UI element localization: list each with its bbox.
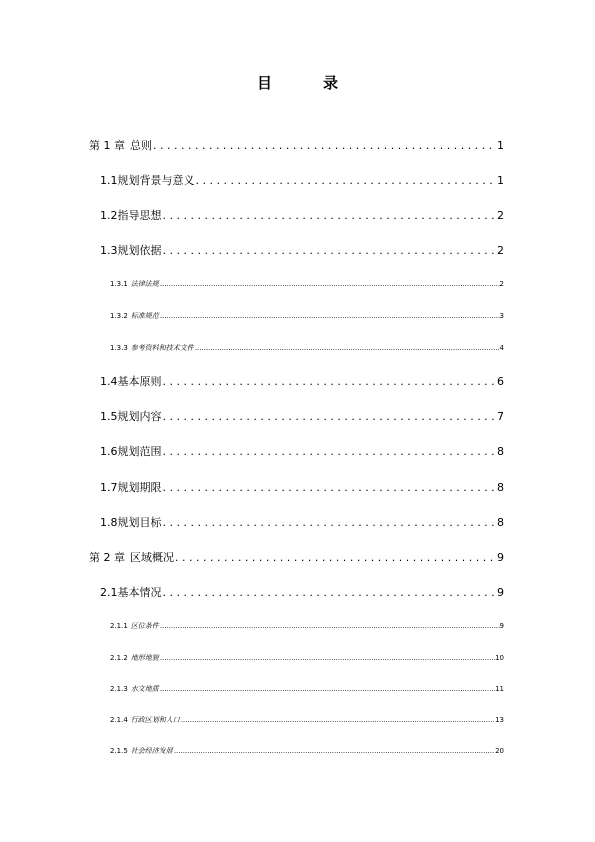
toc-entry-page: 3 xyxy=(499,312,504,320)
toc-entry-number: 1.4 xyxy=(100,375,118,388)
toc-entry-number: 2.1 xyxy=(100,586,118,599)
toc-entry-chapter-1[interactable] xyxy=(89,137,504,153)
toc-entry-title: 地形地貌 xyxy=(130,654,159,662)
toc-entry-title: 基本原则 xyxy=(117,375,162,388)
toc-entry-number: 1.2 xyxy=(100,209,118,222)
toc-entry-section[interactable] xyxy=(100,479,504,495)
toc-entry-title: 社会经济发展 xyxy=(130,747,173,755)
toc-entry-title: 规划范围 xyxy=(117,445,162,458)
toc-entry-section[interactable] xyxy=(100,514,504,530)
toc-entry-number: 1.6 xyxy=(100,445,118,458)
toc-entry-number: 第 2 章 xyxy=(89,551,125,564)
dot-leader xyxy=(163,516,495,529)
toc-entry-title: 规划依据 xyxy=(117,244,162,257)
toc-entry-number: 2.1.3 xyxy=(110,685,128,693)
toc-entry-subsection[interactable] xyxy=(110,715,504,725)
toc-entry-title: 规划内容 xyxy=(117,410,162,423)
toc-title: 目 录 xyxy=(256,74,356,92)
toc-entry-chapter-2[interactable] xyxy=(89,549,504,565)
toc-entry-page: 8 xyxy=(497,445,504,458)
dot-leader xyxy=(160,685,495,693)
toc-entry-subsection[interactable] xyxy=(110,279,504,289)
toc-entry-title: 标准规范 xyxy=(130,312,159,320)
toc-entry-number: 2.1.5 xyxy=(110,747,128,755)
toc-entry-number: 1.3 xyxy=(100,244,118,257)
toc-entry-page: 9 xyxy=(497,586,504,599)
toc-entry-number: 1.5 xyxy=(100,410,118,423)
toc-entry-title: 指导思想 xyxy=(117,209,162,222)
dot-leader xyxy=(163,244,495,257)
dot-leader xyxy=(163,445,495,458)
dot-leader xyxy=(196,174,495,187)
toc-entry-page: 11 xyxy=(495,685,504,693)
toc-entry-number: 1.8 xyxy=(100,516,118,529)
toc-entry-title: 法律法规 xyxy=(130,280,159,288)
toc-entry-title: 规划目标 xyxy=(117,516,162,529)
toc-entry-page: 1 xyxy=(497,174,504,187)
toc-entry-section[interactable] xyxy=(100,207,504,223)
toc-entry-title: 区域概况 xyxy=(130,551,174,564)
toc-entry-page: 4 xyxy=(499,344,504,352)
dot-leader xyxy=(181,716,495,724)
toc-entry-page: 13 xyxy=(495,716,504,724)
toc-entry-page: 1 xyxy=(497,139,504,152)
toc-entry-page: 2 xyxy=(497,244,504,257)
toc-entry-page: 2 xyxy=(497,209,504,222)
toc-entry-page: 9 xyxy=(499,622,504,630)
toc-entry-title: 水文地质 xyxy=(130,685,159,693)
toc-entry-section[interactable] xyxy=(100,242,504,258)
toc-entry-title: 基本情况 xyxy=(117,586,162,599)
toc-entry-subsection[interactable] xyxy=(110,684,504,694)
toc-entry-page: 2 xyxy=(499,280,504,288)
dot-leader xyxy=(163,209,495,222)
toc-entry-subsection[interactable] xyxy=(110,653,504,663)
toc-entry-section[interactable] xyxy=(100,373,504,389)
toc-entry-number: 第 1 章 xyxy=(89,139,125,152)
toc-entry-title: 总则 xyxy=(130,139,152,152)
dot-leader xyxy=(160,654,495,662)
toc-entry-section[interactable] xyxy=(100,172,504,188)
dot-leader xyxy=(163,481,495,494)
toc-entry-number: 1.3.2 xyxy=(110,312,128,320)
dot-leader xyxy=(163,375,495,388)
toc-entry-number: 1.7 xyxy=(100,481,118,494)
toc-entry-number: 1.3.1 xyxy=(110,280,128,288)
toc-entry-page: 6 xyxy=(497,375,504,388)
toc-entry-page: 7 xyxy=(497,410,504,423)
dot-leader xyxy=(195,344,500,352)
toc-entry-title: 行政区划和人口 xyxy=(130,716,180,724)
dot-leader xyxy=(175,551,494,564)
toc-entry-title: 规划期限 xyxy=(117,481,162,494)
toc-entry-number: 2.1.4 xyxy=(110,716,128,724)
toc-entry-subsection[interactable] xyxy=(110,311,504,321)
toc-entry-number: 2.1.1 xyxy=(110,622,128,630)
toc-entry-page: 8 xyxy=(497,516,504,529)
toc-entry-number: 1.3.3 xyxy=(110,344,128,352)
dot-leader xyxy=(153,139,494,152)
toc-entry-page: 20 xyxy=(495,747,504,755)
dot-leader xyxy=(174,747,495,755)
toc-entry-section[interactable] xyxy=(100,584,504,600)
dot-leader xyxy=(163,586,495,599)
toc-entry-section[interactable] xyxy=(100,408,504,424)
toc-entry-number: 1.1 xyxy=(100,174,118,187)
toc-entry-title: 参考资料和技术文件 xyxy=(130,344,194,352)
dot-leader xyxy=(160,622,500,630)
dot-leader xyxy=(160,280,500,288)
dot-leader xyxy=(160,312,500,320)
toc-entry-subsection[interactable] xyxy=(110,746,504,756)
toc-entry-page: 8 xyxy=(497,481,504,494)
toc-entry-subsection[interactable] xyxy=(110,343,504,353)
toc-entry-title: 规划背景与意义 xyxy=(117,174,195,187)
toc-entry-subsection[interactable] xyxy=(110,621,504,631)
toc-entry-page: 10 xyxy=(495,654,504,662)
toc-entry-number: 2.1.2 xyxy=(110,654,128,662)
toc-entry-section[interactable] xyxy=(100,443,504,459)
toc-entry-page: 9 xyxy=(497,551,504,564)
dot-leader xyxy=(163,410,495,423)
toc-entry-title: 区位条件 xyxy=(130,622,159,630)
